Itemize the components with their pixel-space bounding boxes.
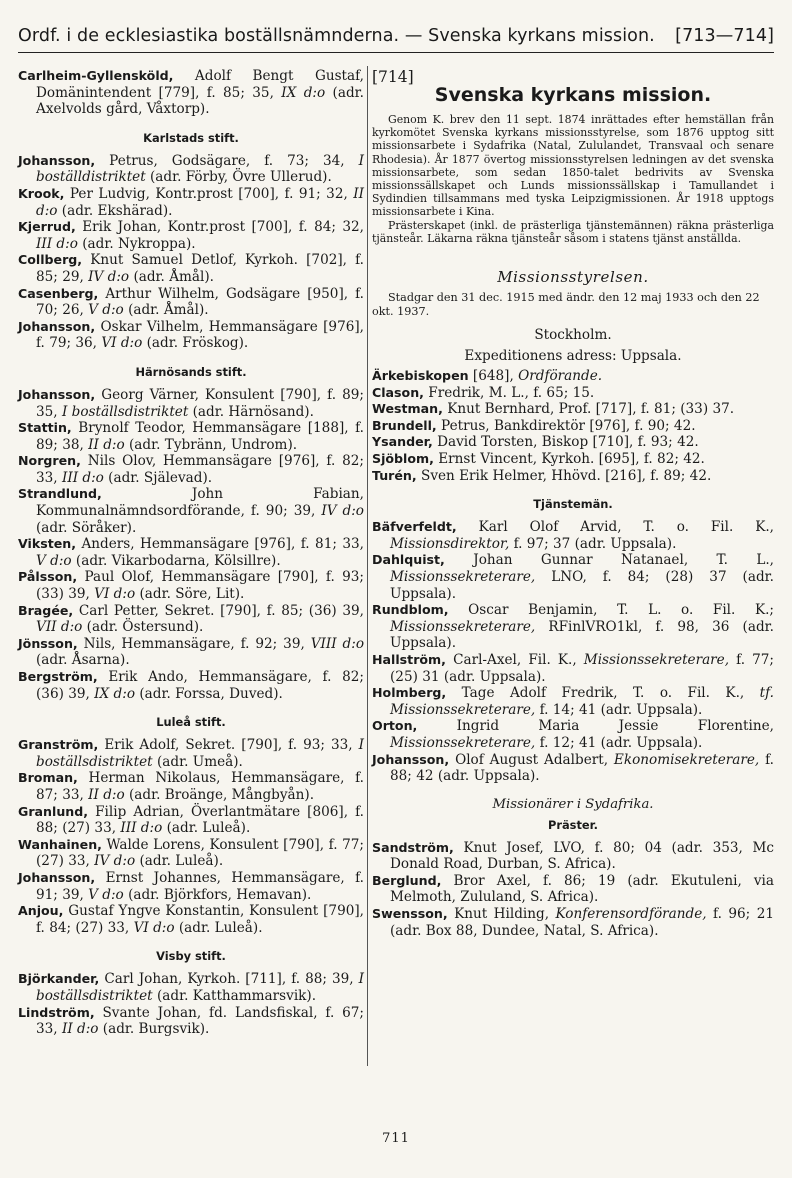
header-section-range: [713—714] bbox=[675, 26, 774, 46]
entry-details: Herman Nikolaus, Hemmansägare, f. 87; 33, bbox=[36, 770, 364, 803]
page-number: 711 bbox=[382, 1131, 410, 1146]
directory-entry bbox=[18, 387, 364, 420]
entry-details: Erik Ando, Hemmansägare, f. 82; (36) 39, bbox=[36, 669, 364, 702]
person-name: Brundell, bbox=[372, 417, 437, 433]
entry-role: V d:o bbox=[88, 302, 124, 319]
directory-entry bbox=[18, 420, 364, 453]
entry-details: Svante Johan, fd. Landsfiskal, f. 67; 33, bbox=[36, 1004, 364, 1038]
entry-address: (adr. Nykroppa). bbox=[77, 235, 196, 252]
directory-entry bbox=[372, 652, 774, 685]
entry-role: V d:o bbox=[88, 886, 124, 903]
person-name: Bergström, bbox=[18, 669, 98, 684]
directory-entry bbox=[18, 153, 364, 186]
priests-list bbox=[372, 840, 774, 940]
entry-role: VI d:o bbox=[94, 586, 136, 603]
person-name: Casenberg, bbox=[18, 285, 99, 301]
directory-entry bbox=[18, 536, 364, 569]
entry-address: (adr. Burgsvik). bbox=[98, 1021, 210, 1038]
intro-paragraph-2: Prästerskapet (inkl. de prästerliga tjänstemännen) räkna prästerliga tjänsteår. Läkarna räkna tjänsteår såsom i statens tjänst anställda. bbox=[372, 218, 774, 245]
entry-details: Paul Olof, Hemmansägare [790], f. 93; (33) 39, bbox=[36, 569, 364, 603]
directory-entry bbox=[372, 718, 774, 751]
directory-entry bbox=[18, 486, 364, 536]
person-name: Orton, bbox=[372, 718, 418, 734]
person-name: Granlund, bbox=[18, 803, 89, 819]
directory-entry bbox=[18, 804, 364, 837]
entry-details: David Torsten, Biskop [710], f. 93; 42. bbox=[432, 434, 699, 451]
statutes-note: Stadgar den 31 dec. 1915 med ändr. den 12 maj 1933 och den 22 okt. 1937. bbox=[372, 291, 760, 318]
intro-paragraph: Genom K. brev den 11 sept. 1874 inrättades efter hemställan från kyrkomötet Svenska kyrkans missionsstyrelse, som 1876 upptog sitt missionsarbete i Sydafrika (Natal, Zululandet, Transvaal och senare Rhodesia). År 1877 övertog missionsstyrelsen ledningen av det svenska missionsarbete, som sedan 1850-talet bedrivits av Svenska missionssällskapet och Lunds missionssällskap i Tamullandet i Sydindien tillsammans med tyska Leipzigmissionen. År 1918 upptogs missionsarbete i Kina. bbox=[372, 113, 774, 219]
person-name: Dahlquist, bbox=[372, 552, 445, 568]
entry-role: Missionssekreterare, bbox=[390, 618, 536, 635]
entry-details: Olof August Adalbert, bbox=[449, 751, 614, 768]
person-name: Anjou, bbox=[18, 903, 64, 919]
entry-details: Petrus, Bankdirektör [976], f. 90; 42. bbox=[436, 417, 696, 434]
person-name: Granström, bbox=[18, 737, 99, 753]
directory-entry bbox=[18, 1005, 364, 1038]
entry-role: I boställsdistriktet bbox=[36, 737, 364, 770]
entry-details: Fredrik, M. L., f. 65; 15. bbox=[423, 384, 595, 401]
entry-address: (adr. Broänge, Mångbyån). bbox=[124, 786, 315, 803]
person-name: Lindström, bbox=[18, 1004, 95, 1020]
directory-entry bbox=[372, 385, 774, 402]
person-name: Broman, bbox=[18, 770, 78, 786]
directory-entry bbox=[372, 552, 774, 602]
directory-entry bbox=[18, 319, 364, 352]
entry-address: (adr. Luleå). bbox=[162, 820, 251, 837]
directory-entry bbox=[18, 453, 364, 486]
entry-role: Missionssekreterare, bbox=[390, 734, 536, 751]
directory-entry bbox=[18, 971, 364, 1004]
directory-entry bbox=[18, 569, 364, 602]
section-number: [714] bbox=[372, 68, 414, 86]
entry-address: (adr. Åmål). bbox=[129, 268, 214, 285]
entry-address: (adr. Fröskog). bbox=[142, 335, 249, 352]
entry-address: (adr. Söre, Lit). bbox=[135, 586, 245, 603]
entry-details: Erik Johan, Kontr.prost [700], f. 84; 32, bbox=[75, 219, 364, 236]
directory-entry bbox=[372, 685, 774, 718]
directory-entry bbox=[372, 519, 774, 552]
person-name: Viksten, bbox=[18, 536, 77, 552]
entry-role: II d:o bbox=[88, 436, 125, 453]
entry-address: (adr. Härnösand). bbox=[188, 403, 314, 420]
entry-role: IV d:o bbox=[94, 853, 136, 870]
entry-details: Ernst Johannes, Hemmansägare, f. 91; 39, bbox=[36, 869, 364, 903]
directory-entry bbox=[372, 468, 774, 485]
right-column bbox=[372, 68, 774, 939]
person-name: Bragée, bbox=[18, 602, 74, 618]
running-header bbox=[18, 26, 774, 53]
entry-role: IV d:o bbox=[321, 503, 364, 520]
diocese-heading: Härnösands stift. bbox=[135, 364, 247, 379]
entry-details: Nils, Hemmansägare, f. 92; 39, bbox=[77, 635, 311, 652]
person-name: Bäfverfeldt, bbox=[372, 519, 457, 535]
person-name: Ärkebiskopen bbox=[372, 368, 469, 384]
person-name: Jönsson, bbox=[18, 635, 78, 651]
entry-details: [648], bbox=[468, 368, 519, 385]
entry-details: Nils Olov, Hemmansägare [976], f. 82; 33, bbox=[36, 453, 364, 486]
entry-address: (adr. Åmål). bbox=[123, 302, 209, 319]
entry-details: Knut Hilding, bbox=[447, 906, 556, 923]
priests-heading: Präster. bbox=[548, 817, 598, 832]
entry-details: Knut Josef, LVO, f. 80; 04 (adr. 353, Mc Donald Road, Durban, S. Africa). bbox=[390, 839, 774, 873]
entry-address: (adr. Förby, Övre Ullerud). bbox=[145, 169, 332, 186]
entry-role: I boställsdistriktet bbox=[36, 971, 364, 1004]
entry-role: I boställsdistriktet bbox=[61, 403, 189, 420]
entry-details: Sven Erik Helmer, Hhövd. [216], f. 89; 42. bbox=[416, 467, 712, 484]
person-name: Johansson, bbox=[18, 318, 96, 334]
entry-address: (adr. Björkfors, Hemavan). bbox=[123, 886, 312, 903]
missionaries-heading: Missionärer i Sydafrika. bbox=[492, 796, 654, 812]
entry-address: (adr. Vikarbodarna, Kölsillre). bbox=[71, 552, 281, 569]
entry-address: LNO, f. 84; (28) 37 (adr. Uppsala). bbox=[390, 568, 774, 602]
entry-details: Petrus, Godsägare, f. 73; 34, bbox=[95, 152, 359, 169]
directory-entry bbox=[18, 903, 364, 936]
entry-role: II d:o bbox=[36, 185, 364, 219]
entry-details: Oskar Vilhelm, Hemmansägare [976], f. 79; 36, bbox=[36, 318, 364, 352]
directory-entry bbox=[18, 737, 364, 770]
entry-details: Oscar Benjamin, T. L. o. Fil. K.; bbox=[448, 602, 774, 619]
entry-address: f. 97; 37 (adr. Uppsala). bbox=[509, 535, 677, 552]
directory-entry bbox=[18, 669, 364, 702]
entry-role: VI d:o bbox=[133, 919, 175, 936]
entry-details: Johan Gunnar Natanael, T. L., bbox=[444, 552, 774, 569]
entry-address: f. 77; (25) 31 (adr. Uppsala). bbox=[390, 651, 775, 685]
entry-role: V d:o bbox=[36, 552, 72, 569]
entry-role: Missionssekreterare, bbox=[583, 651, 730, 668]
directory-entry bbox=[18, 252, 364, 285]
entry-details: Brynolf Teodor, Hemmansägare [188], f. 89; 38, bbox=[36, 420, 364, 453]
directory-entry bbox=[18, 770, 364, 803]
person-name: Swensson, bbox=[372, 906, 448, 922]
directory-entry bbox=[372, 840, 774, 873]
entry-details: Knut Bernhard, Prof. [717], f. 81; (33) 37. bbox=[442, 401, 735, 418]
person-name: Wanhainen, bbox=[18, 836, 102, 852]
directory-entry bbox=[372, 752, 774, 785]
directory-entry bbox=[372, 451, 774, 468]
entry-address: (adr. Katthammarsvik). bbox=[152, 987, 317, 1004]
directory-entry bbox=[372, 602, 774, 652]
person-name: Sandström, bbox=[372, 839, 454, 855]
entry-address: (adr. Luleå). bbox=[135, 853, 224, 870]
entry-role: VI d:o bbox=[101, 335, 143, 352]
entry-role: III d:o bbox=[36, 235, 78, 252]
entry-details: Per Ludvig, Kontr.prost [700], f. 91; 32, bbox=[64, 185, 354, 202]
address-line: Expeditionens adress: Uppsala. bbox=[464, 348, 682, 365]
entry-role: VII d:o bbox=[36, 619, 83, 636]
entry-address: f. 88; 42 (adr. Uppsala). bbox=[390, 751, 774, 785]
person-name: Rundblom, bbox=[372, 602, 449, 618]
directory-entry bbox=[18, 68, 364, 118]
diocese-heading: Visby stift. bbox=[156, 949, 226, 964]
person-name: Björkander, bbox=[18, 971, 100, 987]
entry-address: (adr. Forssa, Duved). bbox=[135, 685, 283, 702]
person-name: Strandlund, bbox=[18, 486, 102, 502]
entry-details: Erik Adolf, Sekret. [790], f. 93; 33, bbox=[98, 737, 359, 754]
entry-role: tf. Missionssekreterare, bbox=[390, 685, 774, 718]
entry-details: Filip Adrian, Överlantmätare [806], f. 88; (27) 33, bbox=[36, 803, 364, 837]
person-name: Johansson, bbox=[18, 386, 96, 402]
entry-details: Knut Samuel Detlof, Kyrkoh. [702], f. 85; 29, bbox=[36, 252, 364, 285]
entry-details: Walde Lorens, Konsulent [790], f. 77; (27) 33, bbox=[36, 836, 364, 870]
directory-entry bbox=[18, 837, 364, 870]
diocese-heading: Karlstads stift. bbox=[143, 130, 239, 145]
person-name: Hallström, bbox=[372, 651, 446, 667]
entry-address: (adr. Söråker). bbox=[36, 519, 137, 536]
entry-details: Arthur Wilhelm, Godsägare [950], f. 70; 26, bbox=[36, 285, 364, 319]
entry-role: II d:o bbox=[88, 786, 125, 803]
person-name: Johansson, bbox=[18, 869, 96, 885]
officials-list bbox=[372, 519, 774, 785]
left-column bbox=[18, 68, 364, 1038]
directory-entry bbox=[18, 636, 364, 669]
entry-details: Bror Axel, f. 86; 19 (adr. Ekutuleni, via Melmoth, Zululand, S. Africa). bbox=[390, 872, 774, 906]
directory-entry bbox=[18, 186, 364, 219]
person-name: Krook, bbox=[18, 185, 65, 201]
entry-address: (adr. Umeå). bbox=[152, 753, 243, 770]
entry-role: VIII d:o bbox=[310, 635, 365, 652]
entry-role: Missionsdirektor, bbox=[390, 535, 510, 552]
person-name: Westman, bbox=[372, 401, 443, 417]
city-heading: Stockholm. bbox=[534, 327, 612, 344]
person-name: Johansson, bbox=[372, 751, 450, 767]
person-name: Berglund, bbox=[372, 872, 442, 888]
entry-details: Georg Värner, Konsulent [790], f. 89; 35, bbox=[36, 386, 364, 420]
entry-address: (adr. Åsarna). bbox=[36, 652, 130, 669]
person-name: Ysander, bbox=[372, 434, 433, 450]
entry-details: Ingrid Maria Jessie Florentine, bbox=[417, 718, 774, 735]
directory-entry bbox=[18, 286, 364, 319]
entry-address: f. 12; 41 (adr. Uppsala). bbox=[535, 734, 703, 751]
person-name: Kjerrud, bbox=[18, 219, 76, 235]
entry-address: (adr. Tybränn, Undrom). bbox=[124, 436, 298, 453]
directory-entry bbox=[372, 434, 774, 451]
officials-heading: Tjänstemän. bbox=[533, 497, 613, 512]
person-name: Collberg, bbox=[18, 252, 83, 268]
entry-address: (adr. Ekshärad). bbox=[57, 202, 173, 219]
directory-entry bbox=[372, 368, 774, 385]
entry-address: (adr. Östersund). bbox=[82, 619, 204, 636]
person-name: Holmberg, bbox=[372, 685, 447, 701]
entry-address: (adr. Axelvolds gård, Våxtorp). bbox=[36, 84, 364, 118]
entry-details: Adolf Bengt Gustaf, Domänintendent [779], f. 85; 35, bbox=[36, 68, 364, 101]
person-name: Turén, bbox=[372, 467, 417, 483]
entry-details: Carl-Axel, Fil. K., bbox=[445, 651, 584, 668]
board-members-list bbox=[372, 368, 774, 484]
entry-details: Ernst Vincent, Kyrkoh. [695], f. 82; 42. bbox=[433, 451, 705, 467]
directory-entry bbox=[372, 401, 774, 418]
entry-details: John Fabian, Kommunalnämndsordförande, f. 90; 39, bbox=[36, 486, 364, 520]
entry-details: Carl Petter, Sekret. [790], f. 85; (36) 39, bbox=[73, 602, 364, 619]
person-name: Pålsson, bbox=[18, 569, 78, 585]
entry-role: IX d:o bbox=[281, 84, 326, 101]
directory-entry bbox=[372, 906, 774, 939]
person-name: Sjöblom, bbox=[372, 451, 434, 466]
entry-details: Karl Olof Arvid, T. o. Fil. K., bbox=[456, 519, 774, 536]
person-name: Norgren, bbox=[18, 453, 81, 469]
entry-role: III d:o bbox=[61, 469, 104, 486]
entry-details: Tage Adolf Fredrik, T. o. Fil. K., bbox=[446, 685, 760, 702]
entry-address: f. 96; 21 (adr. Box 88, Dundee, Natal, S. Africa). bbox=[390, 906, 774, 939]
entry-address: (adr. Själevad). bbox=[103, 469, 213, 486]
entry-role: II d:o bbox=[61, 1021, 99, 1038]
entry-role: I boställdistriktet bbox=[36, 152, 364, 186]
entry-details: Anders, Hemmansägare [976], f. 81; 33, bbox=[76, 536, 364, 553]
board-heading: Missionsstyrelsen. bbox=[497, 268, 649, 287]
diocese-heading: Luleå stift. bbox=[156, 715, 226, 730]
person-name: Stattin, bbox=[18, 420, 72, 436]
column-divider bbox=[367, 66, 368, 1066]
entry-role: IX d:o bbox=[94, 685, 136, 702]
section-title: Svenska kyrkans mission. bbox=[434, 84, 712, 106]
entry-address: (adr. Luleå). bbox=[174, 919, 263, 936]
entry-role: IV d:o bbox=[88, 268, 130, 285]
directory-entry bbox=[372, 418, 774, 435]
entry-role: III d:o bbox=[120, 820, 163, 837]
directory-entry bbox=[18, 870, 364, 903]
directory-entry bbox=[372, 873, 774, 906]
directory-entry bbox=[18, 603, 364, 636]
directory-entry bbox=[18, 219, 364, 252]
entry-details: Gustaf Yngve Konstantin, Konsulent [790], f. 84; (27) 33, bbox=[36, 903, 364, 936]
person-name: Johansson, bbox=[18, 152, 96, 168]
entry-details: Carl Johan, Kyrkoh. [711], f. 88; 39, bbox=[99, 971, 359, 988]
header-title: Ordf. i de ecklesiastika boställsnämnderna. — Svenska kyrkans mission. bbox=[18, 26, 655, 46]
entry-role: Konferensordförande, bbox=[555, 906, 707, 923]
entry-role: Ekonomisekreterare, bbox=[613, 751, 760, 768]
entry-role: Missionssekreterare, bbox=[390, 568, 536, 585]
entry-role: Ordförande. bbox=[518, 368, 603, 385]
person-name: Clason, bbox=[372, 384, 424, 400]
person-name: Carlheim-Gyllensköld, bbox=[18, 68, 174, 83]
entry-address: RFinlVRO1kl, f. 98, 36 (adr. Uppsala). bbox=[390, 618, 774, 652]
entry-address: f. 14; 41 (adr. Uppsala). bbox=[535, 701, 703, 718]
